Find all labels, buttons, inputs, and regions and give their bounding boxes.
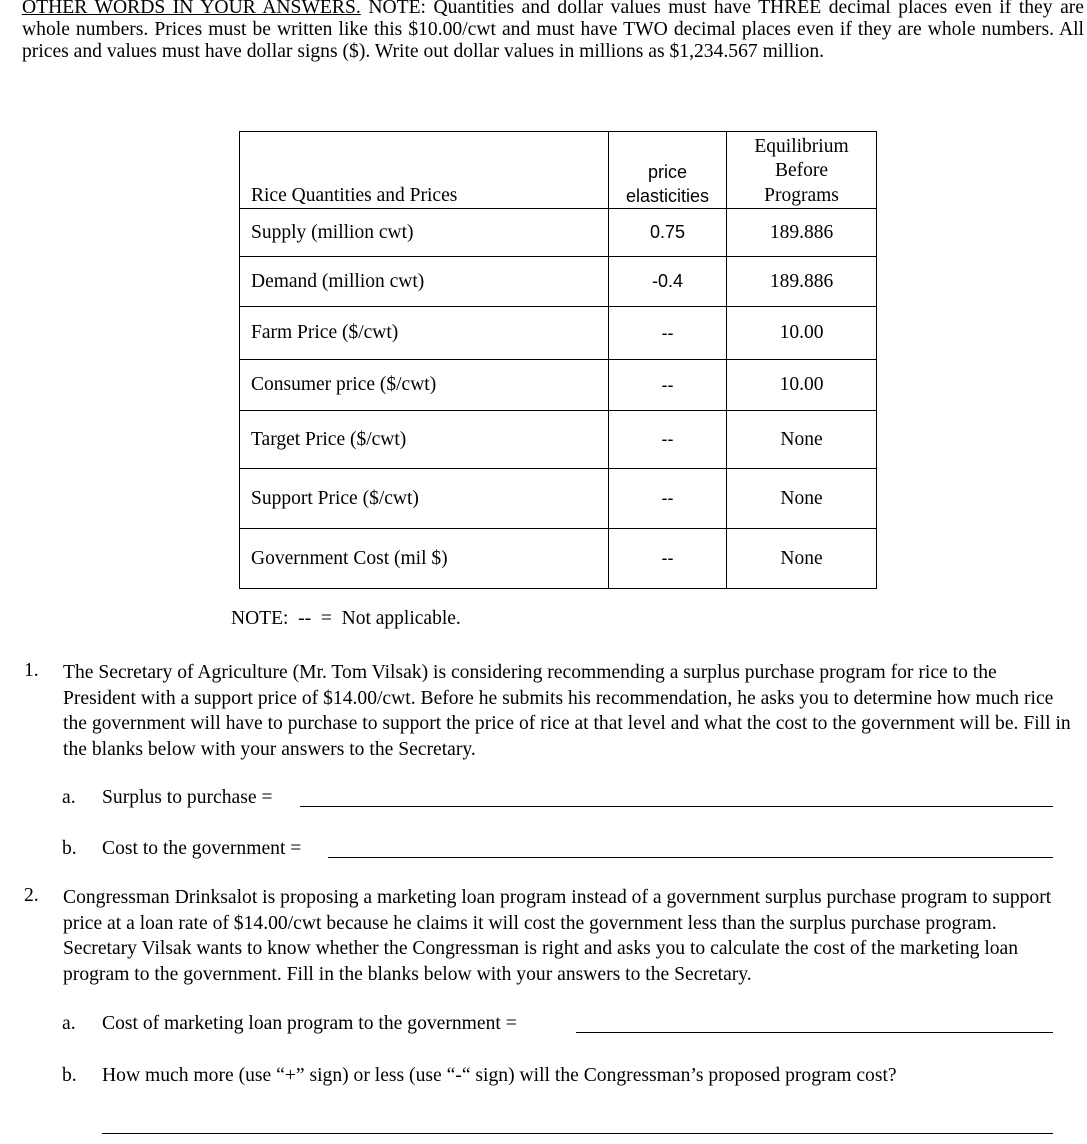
table-row	[240, 209, 877, 257]
header-programs-line: Programs	[764, 184, 839, 206]
table-header-row	[240, 132, 877, 209]
header-rice-quantities: Rice Quantities and Prices	[240, 132, 609, 209]
rice-table	[239, 131, 877, 589]
table-row	[240, 469, 877, 529]
header-price-line: price	[647, 162, 687, 182]
table-row	[240, 360, 877, 411]
table-row	[240, 307, 877, 360]
row-label: Target Price ($/cwt)	[240, 411, 609, 469]
row-value: 10.00	[727, 360, 877, 411]
row-value: None	[727, 469, 877, 529]
part-letter: a.	[62, 1013, 76, 1034]
row-elasticity: --	[609, 529, 727, 589]
header-price-elasticities	[609, 132, 727, 209]
row-value: None	[727, 411, 877, 469]
part-label: Cost of marketing loan program to the government =	[102, 1013, 517, 1034]
row-value: 189.886	[727, 257, 877, 307]
row-value: 10.00	[727, 307, 877, 360]
part-letter: b.	[62, 1065, 77, 1086]
part-label: How much more (use “+” sign) or less (use “-“ sign) will the Congressman’s proposed program cost?	[102, 1065, 897, 1086]
instructions-underlined: OTHER WORDS IN YOUR ANSWERS.	[22, 0, 361, 18]
row-label: Demand (million cwt)	[240, 257, 609, 307]
row-value: None	[727, 529, 877, 589]
surplus-answer-blank[interactable]	[300, 806, 1053, 807]
row-label: Support Price ($/cwt)	[240, 469, 609, 529]
cost-answer-blank[interactable]	[328, 857, 1053, 858]
row-label: Supply (million cwt)	[240, 209, 609, 257]
row-label: Government Cost (mil $)	[240, 529, 609, 589]
header-elasticities-line: elasticities	[625, 186, 710, 206]
header-before-line: Before	[774, 160, 829, 181]
row-elasticity: --	[609, 411, 727, 469]
cost-difference-blank[interactable]	[102, 1133, 1053, 1134]
row-elasticity: --	[609, 469, 727, 529]
question-number: 2.	[24, 885, 39, 906]
part-label: Surplus to purchase =	[102, 787, 273, 808]
question-text: The Secretary of Agriculture (Mr. Tom Vilsak) is considering recommending a surplus purchase program for rice to the President with a support price of $14.00/cwt. Before he submits his recommendation, he asks you to determine how much rice the government will have to purchase to support the price of rice at that level and what the cost to the government will be. Fill in the blanks below with your answers to the Secretary.	[63, 662, 1071, 760]
row-elasticity: -0.4	[609, 257, 727, 307]
row-value: 189.886	[727, 209, 877, 257]
part-letter: a.	[62, 787, 76, 808]
question-number: 1.	[24, 660, 39, 681]
instructions-paragraph	[22, 0, 1084, 63]
table-row	[240, 411, 877, 469]
part-letter: b.	[62, 838, 77, 859]
header-equilibrium	[727, 132, 877, 209]
table-row	[240, 257, 877, 307]
table-row	[240, 529, 877, 589]
row-elasticity: --	[609, 307, 727, 360]
question-text: Congressman Drinksalot is proposing a marketing loan program instead of a government surplus purchase program to support price at a loan rate of $14.00/cwt because he claims it will cost the government less than the surplus purchase program. Secretary Vilsak wants to know whether the Congressman is right and asks you to calculate the cost of the marketing loan program to the government. Fill in the blanks below with your answers to the Secretary.	[63, 887, 1052, 985]
table-note: NOTE: -- = Not applicable.	[231, 608, 461, 629]
marketing-loan-cost-blank[interactable]	[576, 1032, 1053, 1033]
instructions-text: NOTE: Quantities and dollar values must have THREE decimal places even if they are whole numbers. Prices must be written like this $10.00/cwt and must have TWO decimal places even if they are whole numbers. All prices and values must have dollar signs ($). Write out dollar values in millions as $1,234.567 million.	[22, 0, 1085, 62]
part-label: Cost to the government =	[102, 838, 302, 859]
row-elasticity: --	[609, 360, 727, 411]
row-label: Farm Price ($/cwt)	[240, 307, 609, 360]
header-equilibrium-line: Equilibrium	[754, 135, 849, 157]
row-label: Consumer price ($/cwt)	[240, 360, 609, 411]
row-elasticity: 0.75	[609, 209, 727, 257]
